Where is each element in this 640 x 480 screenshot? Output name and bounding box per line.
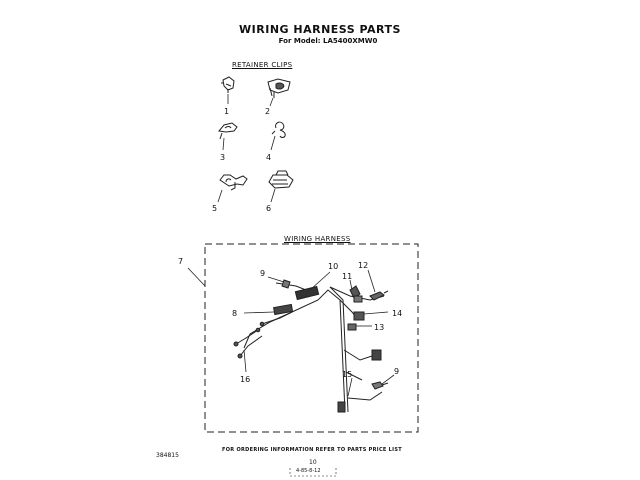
callout-13: 13 xyxy=(374,323,385,332)
callout-14: 14 xyxy=(392,309,403,318)
callout-5: 5 xyxy=(212,204,218,213)
connector-13 xyxy=(348,324,356,330)
callout-2: 2 xyxy=(265,107,271,116)
harness-frame xyxy=(205,244,418,432)
clip-3-illustration xyxy=(219,123,237,139)
terminal-9-lower xyxy=(372,382,388,389)
leader-line xyxy=(223,138,224,150)
ordering-info: FOR ORDERING INFORMATION REFER TO PARTS PRICE LIST xyxy=(222,447,402,453)
callout-11: 11 xyxy=(342,272,353,281)
callout-3: 3 xyxy=(220,153,226,162)
callout-9-lower: 9 xyxy=(394,367,400,376)
model-subtitle: For Model: LA5400XMW0 xyxy=(278,37,378,45)
callout-15: 15 xyxy=(342,370,353,379)
leader-line xyxy=(271,189,275,202)
leader-line xyxy=(218,190,222,202)
page-title: WIRING HARNESS PARTS xyxy=(239,23,401,36)
callout-10: 10 xyxy=(328,262,339,271)
clip-2-illustration xyxy=(268,79,290,98)
leader-line xyxy=(270,98,273,106)
clip-5-illustration xyxy=(220,175,247,190)
terminal-16 xyxy=(234,322,264,358)
connector-12 xyxy=(370,291,388,300)
clip-4-illustration xyxy=(272,122,285,137)
clip-6-illustration xyxy=(269,171,293,188)
connector-10 xyxy=(295,286,318,299)
callout-4: 4 xyxy=(266,153,272,162)
callout-7: 7 xyxy=(178,257,184,266)
callout-9-upper: 9 xyxy=(260,269,266,278)
callout-12: 12 xyxy=(358,261,369,270)
harness-leader-lines xyxy=(244,270,394,396)
clip-1-illustration xyxy=(221,77,234,93)
terminal-9-upper xyxy=(282,280,290,288)
drawing-number: 384815 xyxy=(156,452,179,459)
leader-line xyxy=(271,136,275,150)
callout-8: 8 xyxy=(232,309,238,318)
leader-line xyxy=(188,268,205,286)
callout-6: 6 xyxy=(266,204,272,213)
wiring-harness-heading: WIRING HARNESS xyxy=(284,235,351,243)
callout-1: 1 xyxy=(224,107,230,116)
callout-16: 16 xyxy=(240,375,251,384)
retainer-clips-heading: RETAINER CLIPS xyxy=(232,61,293,69)
page-number: 10 xyxy=(309,459,317,466)
date-stamp: 4-85-8-12 xyxy=(296,468,321,474)
connector-14 xyxy=(354,296,364,320)
